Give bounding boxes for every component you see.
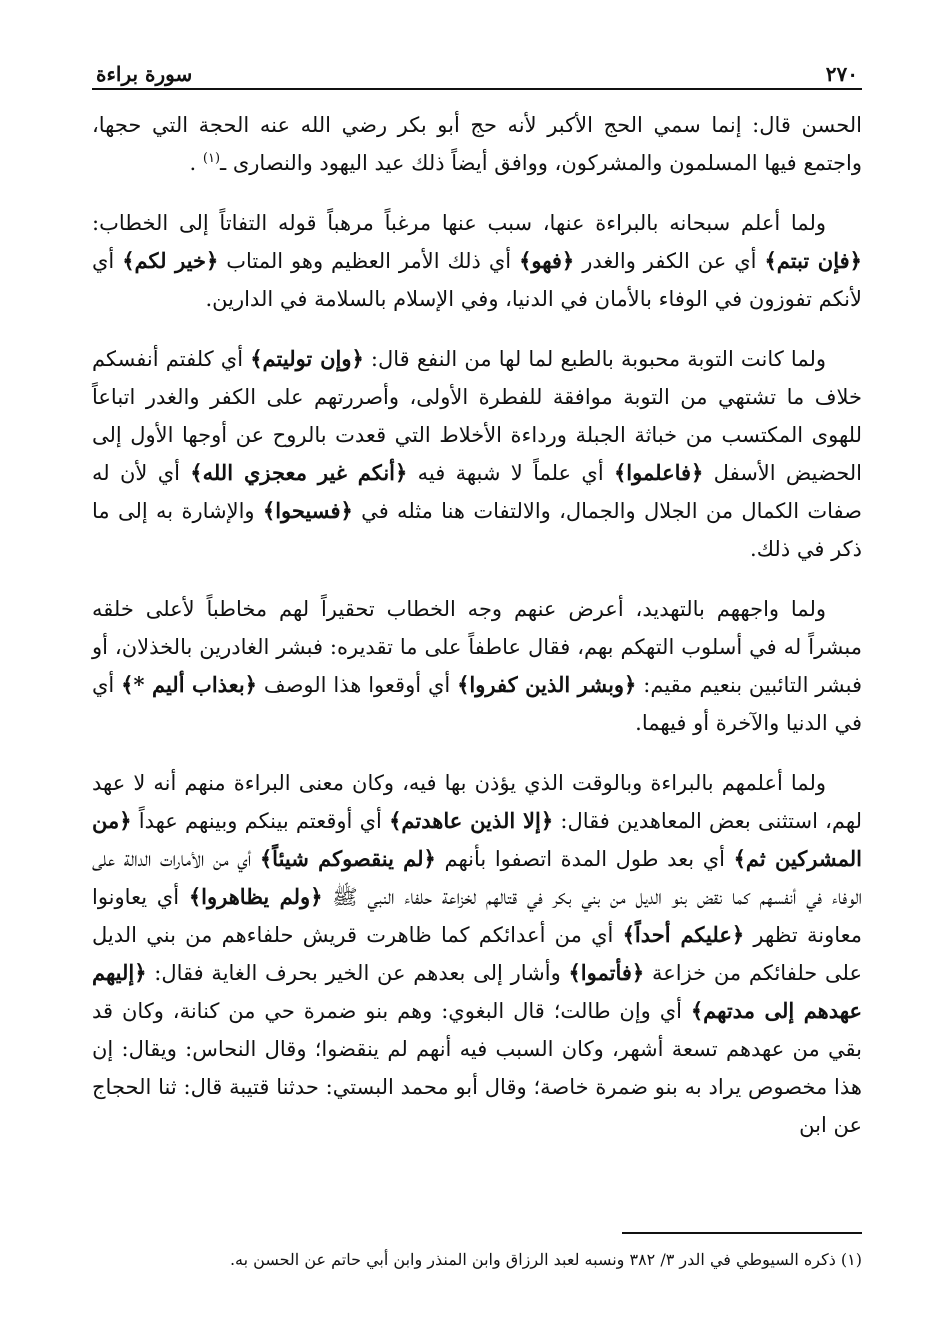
footnote-divider [622,1232,862,1234]
quran-verse: ﴿فهو﴾ [519,248,575,273]
quran-verse: ﴿فسيحوا﴾ [262,498,353,523]
text-segment: أي بعد طول المدة اتصفوا بأنهم [435,847,734,871]
quran-verse: ﴿إلا الذين عاهدتم﴾ [389,808,554,833]
text-segment: أي لأن له صفات الكمال من الجلال والجمال، والالتفات هنا مثله في [92,461,862,523]
footnote-marker: (١) [202,151,221,166]
text-segment: أي لأنكم تفوزون في الوفاء بالأمان في الدنيا، وفي الإسلام بالسلامة في الدارين. [92,249,862,311]
quran-verse: ﴿خير لكم﴾ [122,248,219,273]
paragraph [92,204,862,318]
text-segment: أي وإن طالت؛ قال البغوي: وهم بنو ضمرة حي من كنانة، وكان قد بقي من عهدهم تسعة أشهر، وكان السبب فيه أنهم لم ينقضوا؛ وقال النحاس: ويقال: إن هذا مخصوص يراد به بنو ضمرة خاصة؛ وقال أبو محمد البستي: حدثنا قتيبة قال: ثنا الحجاج عن ابن [92,999,862,1137]
main-text [92,106,862,1144]
page-number: ٢٧٠ [825,62,858,86]
text-segment: ولما كانت التوبة محبوبة بالطبع لما لها من النفع قال: [363,347,827,371]
text-segment: . [189,151,203,175]
text-segment: أي من أعدائكم كما ظاهرت قريش حلفاءهم من بني الديل على حلفائكم من خزاعة [92,923,862,985]
paragraph [92,106,862,182]
quran-verse: ﴿إليهم عهدهم إلى مدتهم﴾ [92,960,862,1023]
paragraph [92,340,862,568]
paragraph [92,590,862,742]
quran-verse: ﴿بعذاب أليم *﴾ [121,672,257,697]
quran-verse: ﴿لم ينقصوكم شيئاً﴾ [259,846,436,871]
text-segment: أي علماً لا شبهة فيه [407,461,614,485]
quran-verse: ﴿ولم يظاهروا﴾ [188,884,323,909]
text-segment: والإشارة به إلى ما ذكر في ذلك. [92,499,862,561]
quran-verse: ﴿فإن تبتم﴾ [764,248,862,273]
text-segment: أي كلفتم أنفسكم خلاف ما تشتهي من التوبة موافقة للفطرة الأولى، وأصررتهم على الكفر والغدر اتباعاً للهوى المكتسب من خباثة الجبلة ورداءة الأخلاط التي قعدت بالروح عن أوجها الأول إلى الحضيض الأسفل [92,347,862,485]
text-segment: الحسن قال: إنما سمي الحج الأكبر لأنه حج أبو بكر رضي الله عنه الحجة التي حجها، واجتمع فيها المسلمون والمشركون، ووافق أيضاً ذلك عيد اليهود والنصارى ـ [92,113,862,175]
text-segment: أي أوقعوا هذا الوصف [256,673,458,697]
quran-verse: ﴿فاعلموا﴾ [614,460,704,485]
text-segment: أي في الدنيا والآخرة أو فيهما. [92,673,862,735]
quran-verse: ﴿وإن توليتم﴾ [250,346,364,371]
page-header [92,52,862,90]
paragraph [92,764,862,1144]
surah-title: سورة براءة [96,62,193,86]
quran-verse: ﴿أنكم غير معجزي الله﴾ [190,460,408,485]
text-segment: ولما أعلمهم بالبراءة وبالوقت الذي يؤذن بها فيه، وكان معنى البراءة منهم أنه لا عهد لهم، استثنى بعض المعاهدين فقال: [92,771,862,833]
text-segment: أي ذلك الأمر العظيم وهو المتاب [218,249,520,273]
quran-verse: ﴿وبشر الذين كفروا﴾ [457,672,637,697]
text-segment: أي من الأمارات الدالة على الوفاء في أنفسهم كما نقض بنو الديل من بني بكر في قتالهم لخزاعة حلفاء النبي ﷺ [92,847,862,909]
text-segment: ولما واجههم بالتهديد، أعرض عنهم وجه الخطاب تحقيراً لهم مخاطباً لأعلى خلقه مبشراً له في أسلوب التهكم بهم، فقال عاطفاً على ما تقديره: فبشر الغادرين بالخذلان، أو فبشر التائبين بنعيم مقيم: [92,597,862,697]
text-segment: ولما أعلم سبحانه بالبراءة عنها، سبب عنها مرغباً مرهباً قوله التفاتاً إلى الخطاب: [92,211,826,235]
text-segment: وأشار إلى بعدهم عن الخير بحرف الغاية فقال: [146,961,569,985]
footnote: (١) ذكره السيوطي في الدر ٣/ ٣٨٢ ونسبه لعبد الرزاق وابن المنذر وابن أبي حاتم عن الحسن به. [229,1250,862,1269]
quran-verse: ﴿عليكم أحداً﴾ [622,922,745,947]
quran-verse: ﴿فأتموا﴾ [568,960,645,985]
text-segment: أي يعاونوا معاونة تظهر [92,885,862,947]
text-segment: أي أوقعتم بينكم وبينهم عهداً [131,809,390,833]
text-segment: أي عن الكفر والغدر [574,249,765,273]
quran-verse: ﴿من المشركين ثم﴾ [92,808,863,871]
